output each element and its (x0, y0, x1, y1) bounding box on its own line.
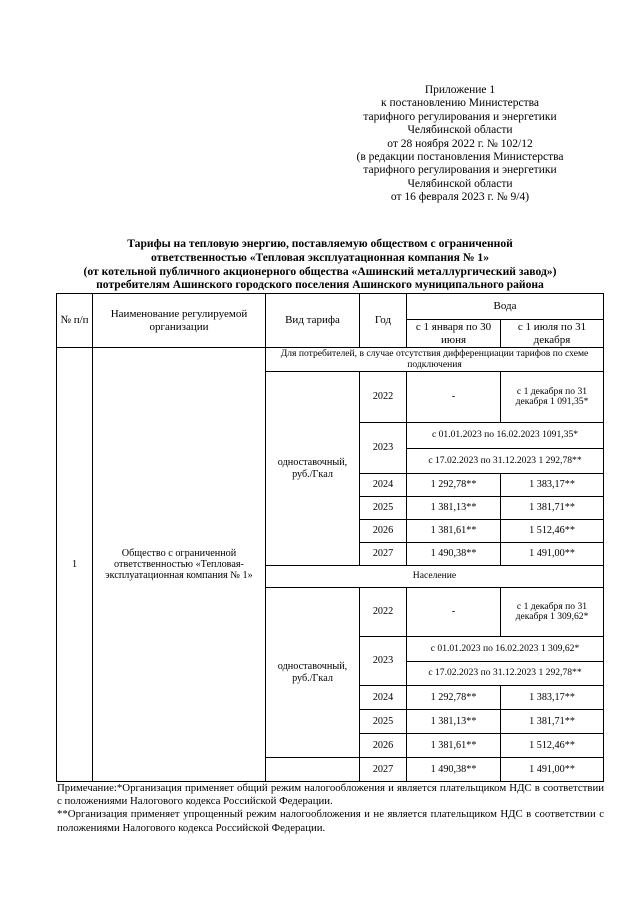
footnote: Примечание:*Организация применяет общий режим налогообложения и является плательщиком НДС в соответствии с положениями Налогового кодекса Российской Федерации. (57, 782, 604, 808)
appendix-line: Челябинской области (407, 177, 513, 190)
year-cell: 2023 (360, 423, 407, 474)
value-cell: с 17.02.2023 по 31.12.2023 1 292,78** (407, 662, 604, 686)
value-cell: с 01.01.2023 по 16.02.2023 1091,35* (407, 423, 604, 449)
value-cell: с 1 декабря по 31 декабря 1 309,62* (501, 588, 604, 637)
section-label: Население (266, 566, 604, 588)
header-period-2: с 1 июля по 31 декабря (501, 320, 604, 348)
appendix-line: тарифного регулирования и энергетики (363, 164, 557, 177)
appendix-line: от 28 ноября 2022 г. № 102/12 (387, 137, 533, 150)
value-cell: 1 381,71** (501, 710, 604, 734)
appendix-line: Приложение 1 (424, 84, 496, 96)
value-cell: с 1 декабря по 31 декабря 1 091,35* (501, 372, 604, 423)
title-line: Тарифы на тепловую энергию, поставляемую обществом с ограниченной (127, 237, 513, 250)
year-cell: 2023 (360, 637, 407, 686)
value-cell: - (407, 372, 501, 423)
appendix-line: от 16 февраля 2023 г. № 9/4) (390, 191, 530, 204)
appendix-line: к постановлению Министерства (380, 97, 539, 110)
value-cell: 1 381,71** (501, 497, 604, 520)
title-line: (от котельной публичного акционерного общества «Ашинский металлургический завод») (83, 264, 557, 278)
section-label: Для потребителей, в случае отсутствия дифференциации тарифов по схеме подключения (266, 348, 604, 372)
value-cell: 1 381,13** (407, 710, 501, 734)
title-line: потребителям Ашинского городского поселения Ашинского муниципального района (96, 278, 544, 292)
tariff-type-empty (266, 758, 360, 782)
document-title (40, 237, 600, 292)
row-number: 1 (57, 348, 93, 782)
tariff-type: одноставочный, руб./Гкал (266, 372, 360, 566)
value-cell: 1 490,38** (407, 758, 501, 782)
header-year: Год (360, 294, 407, 348)
header-num: № п/п (57, 294, 93, 348)
value-cell: 1 512,46** (501, 734, 604, 758)
year-cell: 2027 (360, 758, 407, 782)
appendix-line: Челябинской области (407, 124, 513, 137)
value-cell: - (407, 588, 501, 637)
year-cell: 2026 (360, 520, 407, 543)
value-cell: 1 381,61** (407, 734, 501, 758)
value-cell: 1 491,00** (501, 758, 604, 782)
value-cell: 1 383,17** (501, 686, 604, 710)
footnotes (57, 782, 604, 835)
value-cell: 1 490,38** (407, 543, 501, 566)
year-cell: 2027 (360, 543, 407, 566)
header-organization: Наименование регулируемой организации (93, 294, 266, 348)
year-cell: 2025 (360, 497, 407, 520)
table-row (57, 348, 604, 372)
appendix-line: тарифного регулирования и энергетики (363, 110, 557, 123)
value-cell: с 17.02.2023 по 31.12.2023 1 292,78** (407, 449, 604, 474)
value-cell: 1 491,00** (501, 543, 604, 566)
year-cell: 2022 (360, 372, 407, 423)
value-cell: 1 381,13** (407, 497, 501, 520)
value-cell: 1 383,17** (501, 474, 604, 497)
year-cell: 2024 (360, 474, 407, 497)
title-line: ответственностью «Тепловая эксплуатационная компания № 1» (150, 250, 489, 264)
year-cell: 2022 (360, 588, 407, 637)
organization-name: Общество с ограниченной ответственностью «Тепловая-эксплуатационная компания № 1» (93, 348, 266, 782)
header-period-1: с 1 января по 30 июня (407, 320, 501, 348)
footnote: **Организация применяет упрощенный режим налогообложения и не является плательщиком НДС в соответствии с положениями Налогового кодекса Российской Федерации. (57, 808, 604, 834)
tariff-type: одноставочный, руб./Гкал (266, 588, 360, 758)
year-cell: 2026 (360, 734, 407, 758)
value-cell: 1 292,78** (407, 474, 501, 497)
value-cell: с 01.01.2023 по 16.02.2023 1 309,62* (407, 637, 604, 662)
year-cell: 2025 (360, 710, 407, 734)
appendix-header (330, 84, 590, 205)
tariff-table (56, 293, 604, 782)
appendix-line: (в редакции постановления Министерства (356, 151, 564, 164)
table-header-row (57, 294, 604, 320)
value-cell: 1 381,61** (407, 520, 501, 543)
header-water: Вода (407, 294, 604, 320)
year-cell: 2024 (360, 686, 407, 710)
value-cell: 1 512,46** (501, 520, 604, 543)
value-cell: 1 292,78** (407, 686, 501, 710)
header-tariff-type: Вид тарифа (266, 294, 360, 348)
